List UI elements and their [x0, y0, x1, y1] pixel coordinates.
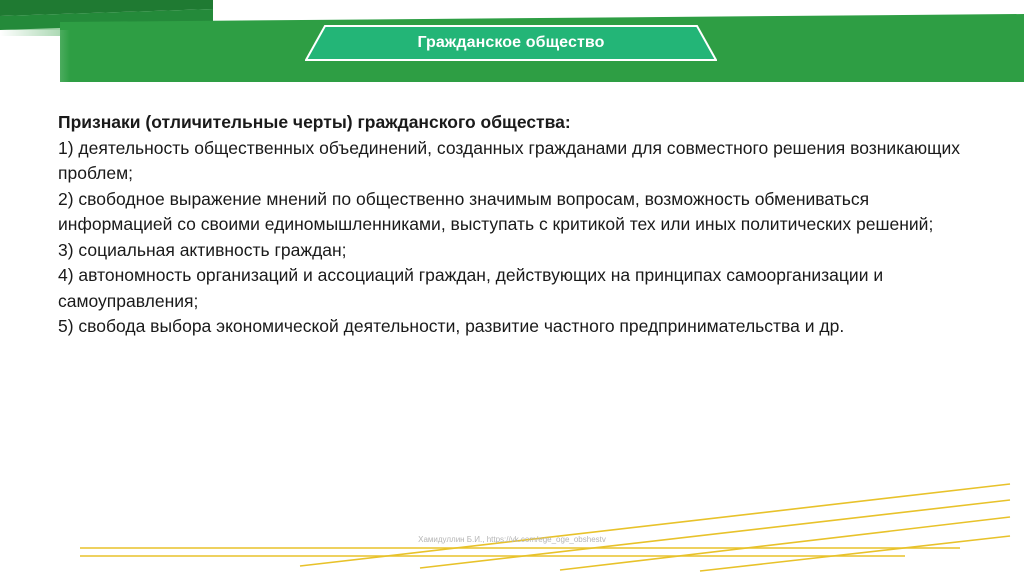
content-block: [58, 110, 978, 340]
list-item: 4) автономность организаций и ассоциаций граждан, действующих на принципах самоорганизации и самоуправления;: [58, 265, 884, 311]
content-heading: Признаки (отличительные черты) гражданского общества:: [58, 112, 571, 132]
list-item: 3) социальная активность граждан;: [58, 239, 347, 260]
list-item: 2) свободное выражение мнений по общественно значимым вопросам, возможность обмениваться информацией со своими единомышленниками, выступать с критикой тех или иных политических решений;: [58, 188, 934, 234]
list-item: 5) свобода выбора экономической деятельности, развитие частного предпринимательства и др.: [58, 316, 845, 336]
page-title: Гражданское общество: [417, 34, 605, 51]
list-item: 1) деятельность общественных объединений, созданных гражданами для совместного решения возникающих проблем;: [58, 137, 961, 183]
title-badge: [305, 25, 717, 61]
footer-credit: Хамидуллин Б.И., https://vk.com/ege_oge_obshestv: [418, 535, 606, 544]
gold-lines: [80, 484, 1010, 571]
